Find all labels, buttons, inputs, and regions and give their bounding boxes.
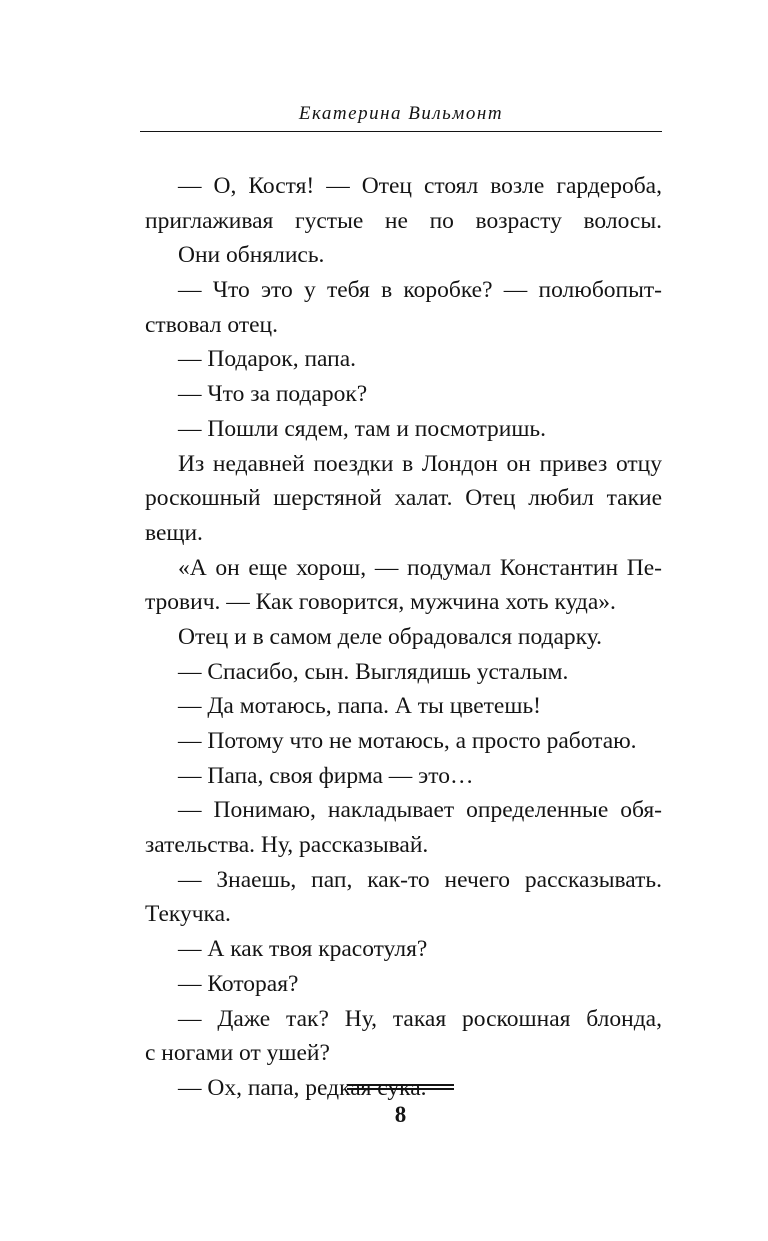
text-line: «А он еще хорош, — подумал Константин Пе- [178,554,662,581]
text-line: Из недавней поездки в Лондон он привез отцу [178,450,662,477]
text-line: — А как твоя красотуля? [178,936,428,963]
text-line: ствовал отец. [145,311,279,338]
text-line: — Папа, своя фирма — это… [178,762,474,789]
text-line: — Даже так? Ну, такая роскошная блонда, [178,1005,662,1032]
text-line: — О, Костя! — Отец стоял возле гардероба, [178,173,662,199]
text-line: — Подарок, папа. [178,346,357,373]
footer-double-rule [347,1084,454,1090]
text-line: — Спасибо, сын. Выглядишь усталым. [178,658,569,685]
body-text [145,169,662,1106]
text-line: — Что за подарок? [178,381,368,408]
text-line: зательства. Ну, рассказывай. [145,832,429,859]
text-line: — Потому что не мотаюсь, а просто работаю. [178,728,637,754]
text-line: — Ох, папа, редкая сука. [178,1074,427,1101]
text-line: приглаживая густые не по возрасту волосы. [145,207,662,234]
text-line: — Понимаю, накладывает определенные обя- [178,797,662,824]
page-number: 8 [394,1102,407,1127]
text-line: вещи. [145,519,203,546]
text-line: роскошный шерстяной халат. Отец любил такие [145,485,662,512]
text-line: — Пошли сядем, там и посмотришь. [178,415,547,442]
text-line: — Что это у тебя в коробке? — полюбопыт- [178,277,662,304]
text-line: трович. — Как говорится, мужчина хоть куда». [145,589,616,616]
running-header: Екатерина Вильмонт [298,103,504,124]
header-rule [140,131,662,132]
text-line: — Которая? [178,970,299,997]
text-line: — Да мотаюсь, папа. А ты цветешь! [178,693,541,720]
text-line: Они обнялись. [178,242,325,269]
text-line: Текучка. [145,901,231,928]
text-line: — Знаешь, пап, как-то нечего рассказывать. [178,866,662,893]
text-line: Отец и в самом деле обрадовался подарку. [178,623,603,650]
text-line: с ногами от ушей? [145,1040,330,1067]
